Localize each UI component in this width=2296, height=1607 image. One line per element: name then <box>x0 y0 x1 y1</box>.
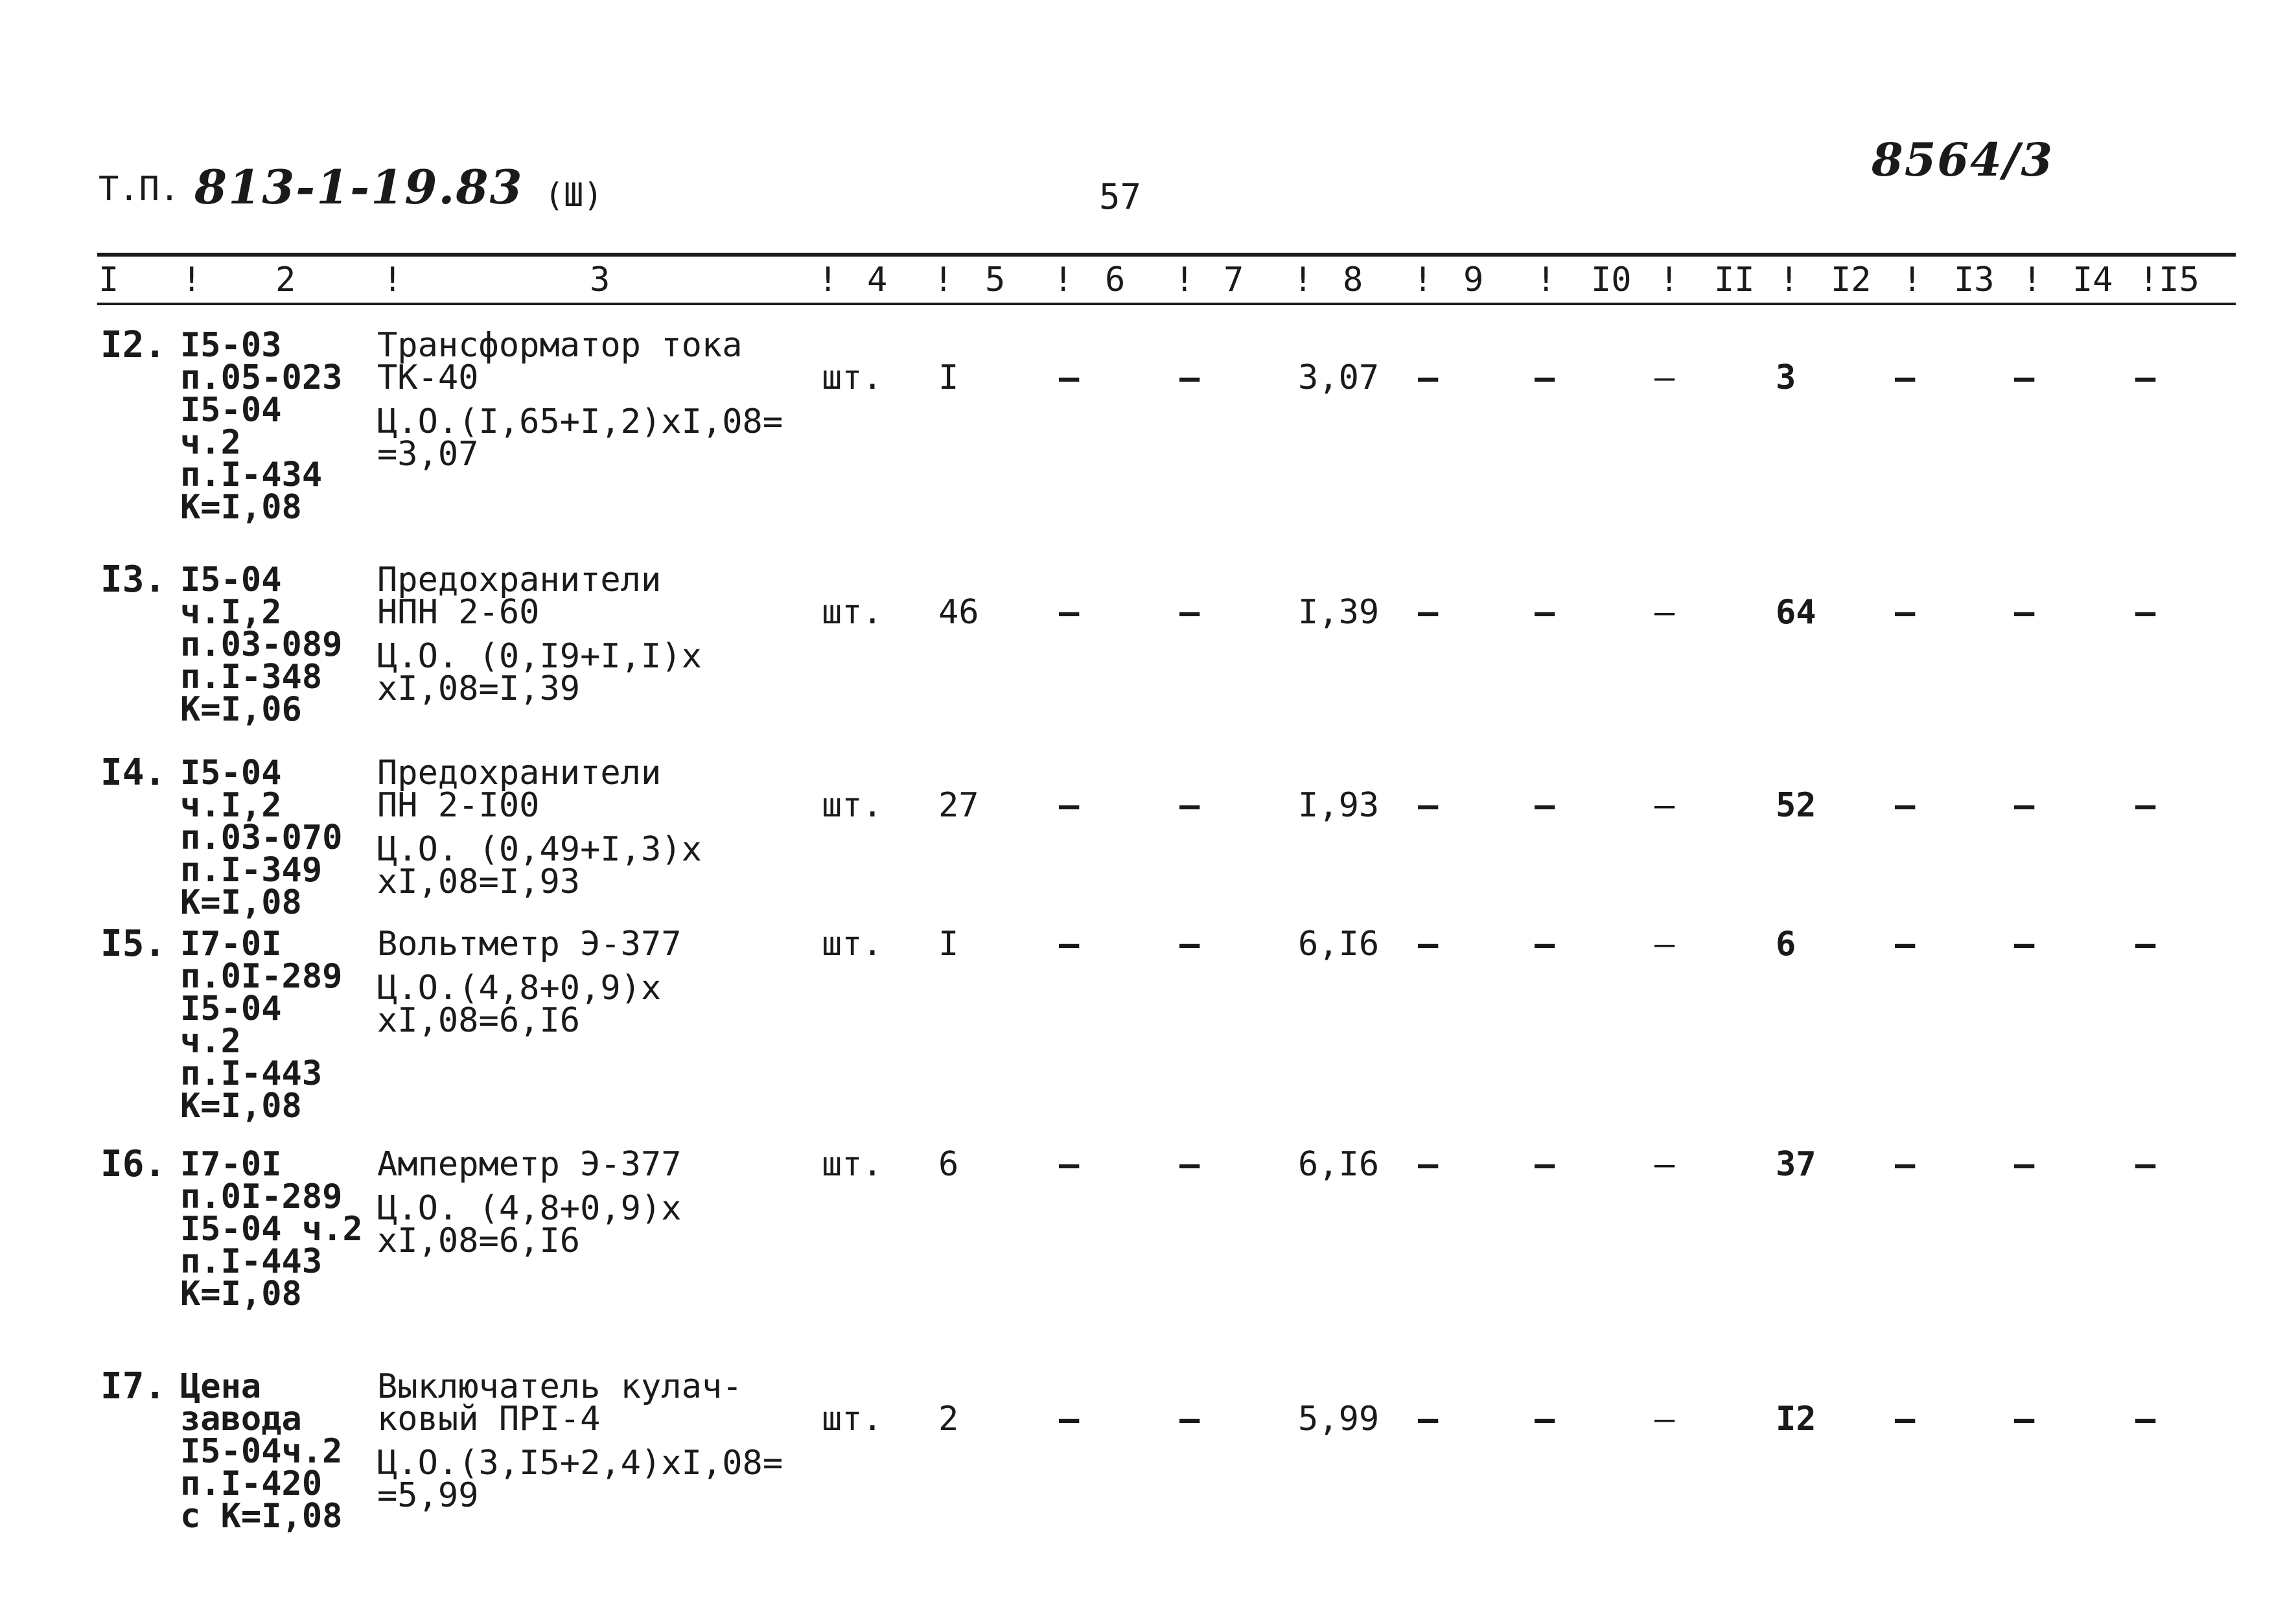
quantity: 27 <box>938 786 979 825</box>
price-calculation: хI,08=6,I6 <box>377 1001 581 1040</box>
item-description <box>377 561 702 708</box>
norm-reference-line: I7-0I <box>180 925 282 964</box>
norm-reference-line: п.0I-289 <box>180 1177 343 1216</box>
total-cost: 37 <box>1776 1145 1816 1184</box>
col-13: – <box>2014 786 2035 825</box>
col-10b: – <box>1654 1400 1675 1439</box>
row-number: I3. <box>100 559 167 601</box>
column-separator: ! <box>1293 260 1314 299</box>
norm-reference-line: п.I-443 <box>180 1242 323 1281</box>
quantity: 2 <box>938 1400 959 1439</box>
col-10: – <box>1535 1400 1555 1439</box>
col-10: – <box>1535 786 1555 825</box>
unit: шт. <box>822 1145 883 1184</box>
col-9: – <box>1418 593 1439 632</box>
table-top-rule <box>97 253 2236 257</box>
norm-reference-line: п.0I-289 <box>180 957 343 996</box>
column-separator: ! <box>1174 260 1195 299</box>
unit: шт. <box>822 358 883 397</box>
item-name: ТК-40 <box>377 358 479 397</box>
col-9: – <box>1418 925 1439 964</box>
norm-reference-line: п.03-089 <box>180 625 343 664</box>
norm-reference <box>180 925 343 1126</box>
col-12: – <box>1895 358 1916 397</box>
norm-reference-line: I5-04 <box>180 391 282 430</box>
norm-reference-line: с К=I,08 <box>180 1497 343 1536</box>
col-5: – <box>1059 1145 1080 1184</box>
norm-reference <box>180 1367 343 1536</box>
quantity: I <box>938 925 959 964</box>
norm-reference-line: п.I-420 <box>180 1464 323 1503</box>
price-calculation: Ц.О. (4,8+0,9)х <box>377 1189 682 1228</box>
col-12: – <box>1895 786 1916 825</box>
col-6: – <box>1179 358 1200 397</box>
price-calculation: Ц.О. (0,I9+I,I)х <box>377 637 702 676</box>
item-description <box>377 1367 783 1515</box>
col-12: – <box>1895 1145 1916 1184</box>
total-cost: 6 <box>1776 925 1796 964</box>
norm-reference <box>180 326 343 527</box>
norm-reference-line: К=I,08 <box>180 883 302 922</box>
col-14: – <box>2135 925 2156 964</box>
item-name: Трансформатор тока <box>377 326 743 365</box>
column-header: I0 <box>1591 260 1632 299</box>
col-13: – <box>2014 358 2035 397</box>
item-name: Выключатель кулач- <box>377 1367 743 1406</box>
price-calculation: хI,08=I,39 <box>377 669 581 708</box>
norm-reference-line: ч.2 <box>180 1022 241 1061</box>
column-header: I <box>99 260 119 299</box>
item-description <box>377 326 783 474</box>
col-9: – <box>1418 1400 1439 1439</box>
column-separator: ! <box>2022 260 2043 299</box>
price-calculation: Ц.О.(4,8+0,9)х <box>377 969 662 1008</box>
norm-reference-line: п.I-349 <box>180 851 323 890</box>
col-6: – <box>1179 1400 1200 1439</box>
price-calculation: хI,08=6,I6 <box>377 1221 581 1260</box>
col-13: – <box>2014 593 2035 632</box>
column-separator: ! <box>818 260 839 299</box>
column-separator: ! <box>1413 260 1433 299</box>
norm-reference-line: Цена <box>180 1367 262 1406</box>
norm-reference-line: завода <box>180 1400 302 1439</box>
row-number: I2. <box>100 324 167 366</box>
norm-reference-line: I5-04ч.2 <box>180 1432 343 1471</box>
col-10b: – <box>1654 358 1675 397</box>
norm-reference <box>180 561 343 729</box>
col-5: – <box>1059 925 1080 964</box>
unit-price: 6,I6 <box>1298 1145 1380 1184</box>
col-14: – <box>2135 1145 2156 1184</box>
column-header: I3 <box>1954 260 1995 299</box>
col-10b: – <box>1654 1145 1675 1184</box>
price-calculation: хI,08=I,93 <box>377 862 581 901</box>
item-name: Амперметр Э-377 <box>377 1145 682 1184</box>
item-name: ковый ПРI-4 <box>377 1400 601 1439</box>
column-separator: ! <box>382 260 403 299</box>
price-calculation: =3,07 <box>377 435 479 474</box>
unit: шт. <box>822 593 883 632</box>
column-separator: ! <box>1053 260 1074 299</box>
quantity: 6 <box>938 1145 959 1184</box>
norm-reference-line: п.05-023 <box>180 358 343 397</box>
item-name: НПН 2-60 <box>377 593 540 632</box>
col-10b: – <box>1654 786 1675 825</box>
col-10: – <box>1535 925 1555 964</box>
norm-reference-line: К=I,06 <box>180 690 302 729</box>
row-number: I5. <box>100 923 167 965</box>
norm-reference-line: I5-04 ч.2 <box>180 1210 363 1249</box>
unit-price: 5,99 <box>1298 1400 1380 1439</box>
row-number: I4. <box>100 752 167 794</box>
total-cost: 64 <box>1776 593 1816 632</box>
norm-reference-line: п.I-443 <box>180 1054 323 1093</box>
item-description <box>377 1145 682 1260</box>
item-name: ПН 2-I00 <box>377 786 540 825</box>
quantity: I <box>938 358 959 397</box>
unit-price: 6,I6 <box>1298 925 1380 964</box>
column-header: 7 <box>1223 260 1244 299</box>
part-label: (Ш) <box>544 176 603 214</box>
column-header: 2 <box>275 260 296 299</box>
col-13: – <box>2014 1145 2035 1184</box>
col-14: – <box>2135 593 2156 632</box>
col-14: – <box>2135 358 2156 397</box>
col-6: – <box>1179 925 1200 964</box>
norm-reference-line: К=I,08 <box>180 488 302 527</box>
unit: шт. <box>822 1400 883 1439</box>
col-6: – <box>1179 786 1200 825</box>
column-header: 5 <box>985 260 1006 299</box>
total-cost: 52 <box>1776 786 1816 825</box>
item-description <box>377 925 682 1040</box>
col-5: – <box>1059 1400 1080 1439</box>
unit: шт. <box>822 786 883 825</box>
col-10b: – <box>1654 593 1675 632</box>
col-5: – <box>1059 593 1080 632</box>
col-14: – <box>2135 1400 2156 1439</box>
norm-reference <box>180 754 343 922</box>
quantity: 46 <box>938 593 979 632</box>
column-separator: ! <box>181 260 202 299</box>
column-separator: !I5 <box>2139 260 2199 299</box>
norm-reference-line: I5-04 <box>180 989 282 1028</box>
norm-reference <box>180 1145 363 1313</box>
column-separator: ! <box>1902 260 1923 299</box>
item-name: Вольтметр Э-377 <box>377 925 682 964</box>
col-10: – <box>1535 1145 1555 1184</box>
column-header-row <box>0 258 2296 302</box>
price-calculation: Ц.О.(I,65+I,2)хI,08= <box>377 402 783 441</box>
row-number: I6. <box>100 1143 167 1185</box>
column-header: II <box>1714 260 1755 299</box>
col-9: – <box>1418 786 1439 825</box>
item-description <box>377 754 702 901</box>
col-13: – <box>2014 1400 2035 1439</box>
column-header: I4 <box>2072 260 2113 299</box>
sheet-mark: 8564/3 <box>1872 133 2054 187</box>
column-header: 8 <box>1343 260 1363 299</box>
page-number: 57 <box>1099 176 1142 217</box>
column-separator: ! <box>1659 260 1680 299</box>
col-6: – <box>1179 593 1200 632</box>
unit-price: 3,07 <box>1298 358 1380 397</box>
project-code: 813-1-19.83 <box>194 159 524 214</box>
col-12: – <box>1895 1400 1916 1439</box>
column-separator: ! <box>1779 260 1800 299</box>
document-prefix: Т.П. <box>99 170 180 209</box>
unit-price: I,93 <box>1298 786 1380 825</box>
column-header: 4 <box>867 260 888 299</box>
total-cost: I2 <box>1776 1400 1816 1439</box>
norm-reference-line: I5-04 <box>180 561 282 599</box>
norm-reference-line: ч.I,2 <box>180 593 282 632</box>
col-12: – <box>1895 593 1916 632</box>
col-9: – <box>1418 1145 1439 1184</box>
col-6: – <box>1179 1145 1200 1184</box>
col-10: – <box>1535 358 1555 397</box>
norm-reference-line: ч.2 <box>180 423 241 462</box>
column-header: 9 <box>1463 260 1484 299</box>
column-header: I2 <box>1831 260 1872 299</box>
norm-reference-line: ч.I,2 <box>180 786 282 825</box>
column-separator: ! <box>1536 260 1557 299</box>
col-9: – <box>1418 358 1439 397</box>
col-5: – <box>1059 358 1080 397</box>
norm-reference-line: I5-03 <box>180 326 282 365</box>
price-calculation: =5,99 <box>377 1476 479 1515</box>
unit: шт. <box>822 925 883 964</box>
unit-price: I,39 <box>1298 593 1380 632</box>
norm-reference-line: I5-04 <box>180 754 282 792</box>
norm-reference-line: п.03-070 <box>180 818 343 857</box>
column-header: 6 <box>1105 260 1126 299</box>
table-header-rule <box>97 303 2236 305</box>
row-number: I7. <box>100 1365 167 1407</box>
norm-reference-line: К=I,08 <box>180 1275 302 1313</box>
price-calculation: Ц.О.(3,I5+2,4)хI,08= <box>377 1444 783 1483</box>
column-header: 3 <box>590 260 610 299</box>
col-12: – <box>1895 925 1916 964</box>
col-13: – <box>2014 925 2035 964</box>
col-14: – <box>2135 786 2156 825</box>
norm-reference-line: К=I,08 <box>180 1087 302 1126</box>
norm-reference-line: п.I-348 <box>180 658 323 697</box>
price-calculation: Ц.О. (0,49+I,3)х <box>377 830 702 869</box>
col-10b: – <box>1654 925 1675 964</box>
item-name: Предохранители <box>377 754 662 792</box>
col-5: – <box>1059 786 1080 825</box>
item-name: Предохранители <box>377 561 662 599</box>
norm-reference-line: п.I-434 <box>180 456 323 494</box>
column-separator: ! <box>933 260 954 299</box>
norm-reference-line: I7-0I <box>180 1145 282 1184</box>
total-cost: 3 <box>1776 358 1796 397</box>
col-10: – <box>1535 593 1555 632</box>
